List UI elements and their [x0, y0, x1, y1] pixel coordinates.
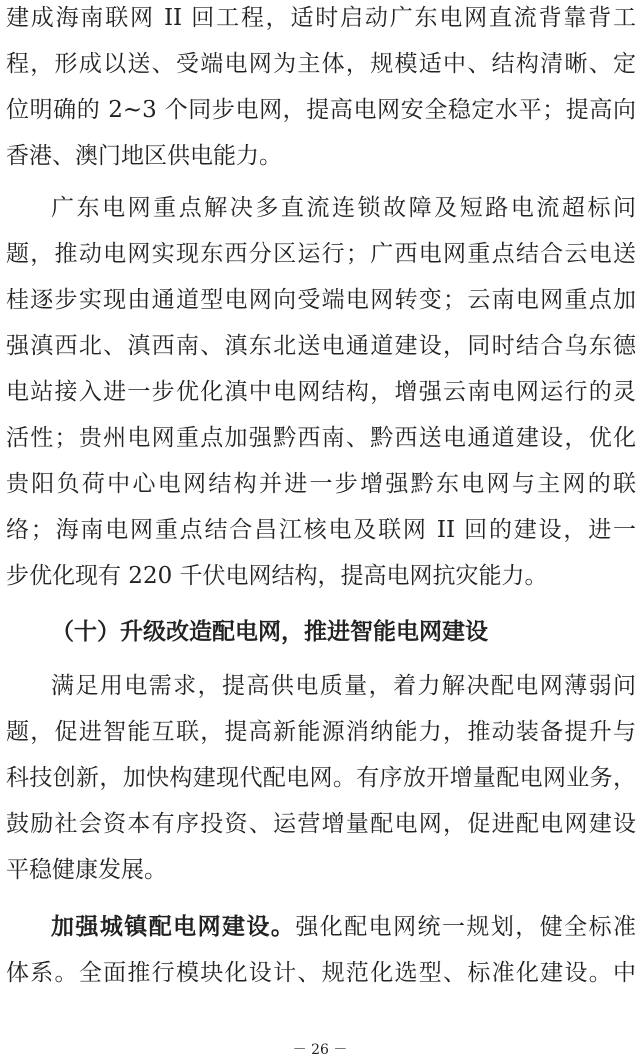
page-number: － 26 －	[292, 1042, 348, 1058]
text-line: 香港、澳门地区供电能力。	[6, 143, 282, 169]
text-line: 满足用电需求，提高供电质量，着力解决配电网薄弱问	[51, 673, 636, 699]
text-line: 贵阳负荷中心电网结构并进一步增强黔东电网与主网的联	[6, 471, 636, 497]
text-line: 电站接入进一步优化滇中电网结构，增强云南电网运行的灵	[6, 379, 636, 405]
text-line: 步优化现有 220 千伏电网结构，提高电网抗灾能力。	[6, 563, 548, 589]
text-line: 桂逐步实现由通道型电网向受端电网转变；云南电网重点加	[6, 287, 636, 313]
text-line: 体系。全面推行模块化设计、规范化选型、标准化建设。中	[6, 960, 636, 986]
text-line: 广东电网重点解决多直流连锁故障及短路电流超标问	[51, 195, 636, 221]
text-line: 建成海南联网 II 回工程，适时启动广东电网直流背靠背工	[6, 5, 636, 31]
text-line: 络；海南电网重点结合昌江核电及联网 II 回的建设，进一	[6, 517, 636, 543]
text-line: 科技创新，加快构建现代配电网。有序放开增量配电网业务，	[6, 765, 636, 791]
text-line: 鼓励社会资本有序投资、运营增量配电网，促进配电网建设	[6, 811, 636, 837]
text-line	[0, 904, 640, 950]
text-line: 位明确的 2~3 个同步电网，提高电网安全稳定水平；提高向	[6, 97, 636, 123]
text-line: 题，促进智能互联，提高新能源消纳能力，推动装备提升与	[6, 719, 636, 745]
paragraph-lead: 加强城镇配电网建设。	[51, 913, 296, 940]
text-line: 题，推动电网实现东西分区运行；广西电网重点结合云电送	[6, 241, 636, 267]
text-line: 强滇西北、滇西南、滇东北送电通道建设，同时结合乌东德	[6, 333, 636, 359]
text-line: 活性；贵州电网重点加强黔西南、黔西送电通道建设，优化	[6, 425, 636, 451]
paragraph-lead-rest: 强化配电网统一规划，健全标准	[295, 914, 637, 940]
text-line: 平稳健康发展。	[6, 857, 167, 883]
text-line: 程，形成以送、受端电网为主体，规模适中、结构清晰、定	[6, 51, 636, 77]
section-heading: （十）升级改造配电网，推进智能电网建设	[51, 618, 488, 645]
